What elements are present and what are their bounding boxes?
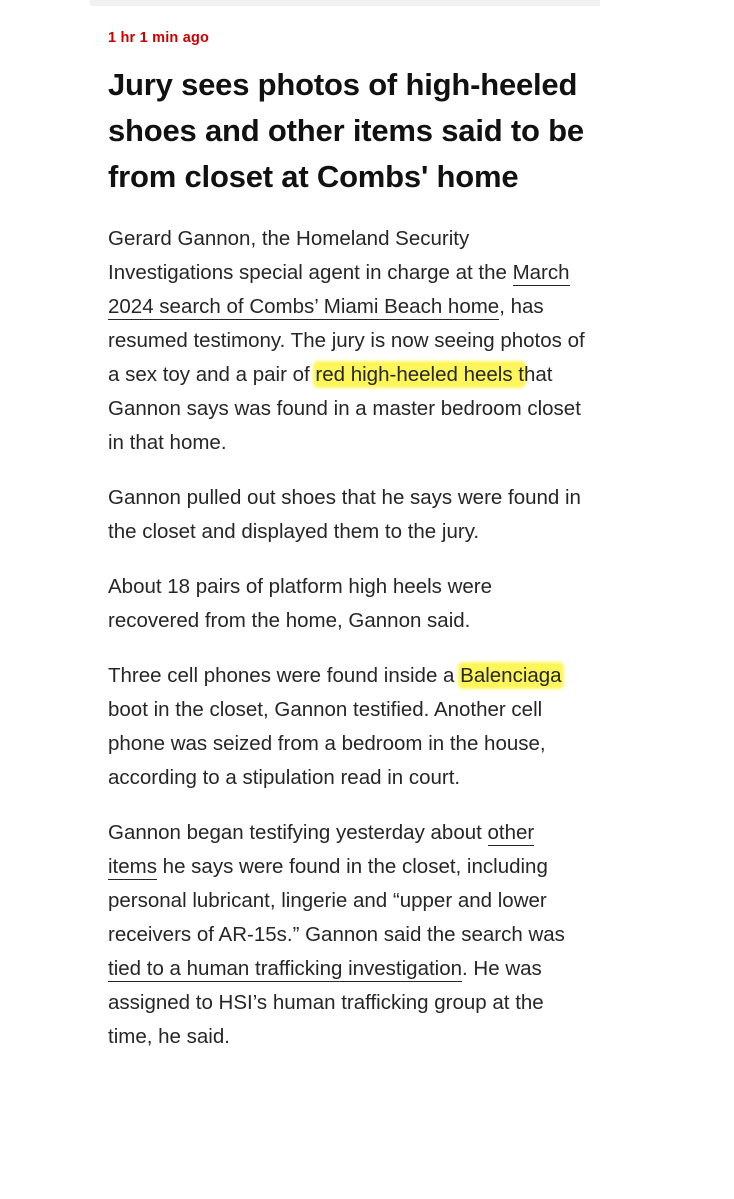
paragraph-4-text-b: boot in the closet, Gannon testified. Another cell phone was seized from a bedroom in the house, according to a stipulation read in court. <box>108 698 546 789</box>
trafficking-investigation-link[interactable]: tied to a human trafficking investigation <box>108 957 463 980</box>
highlight-red-heels: red high-heeled heels t <box>315 363 524 386</box>
paragraph-3: About 18 pairs of platform high heels were recovered from the home, Gannon said. <box>108 575 493 632</box>
live-update-post <box>108 28 588 1054</box>
paragraph-4-text-a: Three cell phones were found inside a <box>108 664 461 687</box>
post-timestamp: 1 hr 1 min ago <box>108 30 210 46</box>
paragraph-5-text-c: . He was assigned to HSI’s human trafficking group at the time, he said. <box>108 957 544 1048</box>
paragraph-5-text-a: Gannon began testifying yesterday about <box>108 821 488 844</box>
search-article-link[interactable]: March 2024 search of Combs’ Miami Beach home <box>108 261 570 318</box>
paragraph-1-text-c: hat Gannon says was found in a master bedroom closet in that home. <box>108 363 581 454</box>
paragraph-1 <box>108 222 588 460</box>
paragraph-1-text-b: , has resumed testimony. The jury is now seeing photos of a sex toy and a pair of <box>108 295 585 386</box>
paragraph-1-text-a: Gerard Gannon, the Homeland Security Investigations special agent in charge at the <box>108 227 513 284</box>
highlight-balenciaga: Balenciaga <box>460 664 562 687</box>
paragraph-2: Gannon pulled out shoes that he says were found in the closet and displayed them to the jury. <box>108 486 581 543</box>
paragraph-5 <box>108 816 588 1054</box>
other-items-link[interactable]: other items <box>108 821 535 878</box>
post-headline: Jury sees photos of high-heeled shoes and other items said to be from closet at Combs' home <box>108 67 584 194</box>
paragraph-4 <box>108 659 588 795</box>
top-divider <box>90 0 600 6</box>
paragraph-5-text-b: he says were found in the closet, including personal lubricant, lingerie and “upper and lower receivers of AR-15s.” Gannon said the search was <box>108 855 565 946</box>
